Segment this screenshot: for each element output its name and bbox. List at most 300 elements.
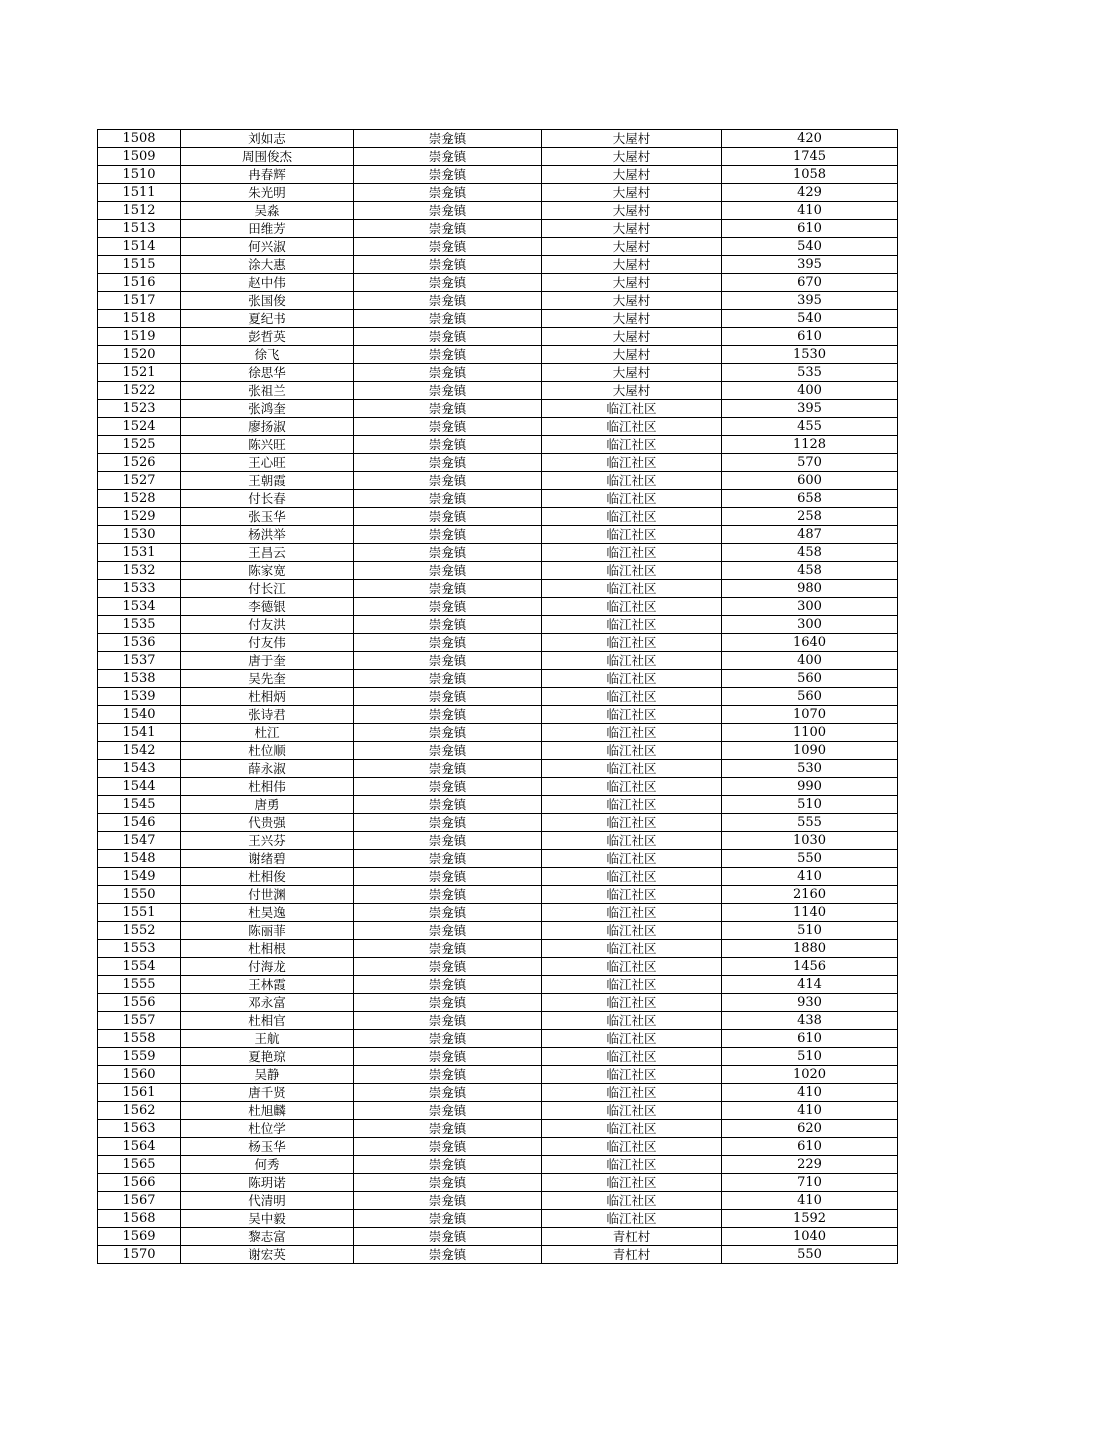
town-cell: 崇龛镇 — [354, 1174, 542, 1192]
town-cell: 崇龛镇 — [354, 364, 542, 382]
name-cell: 付长江 — [181, 580, 354, 598]
table-row — [98, 1120, 898, 1138]
village-cell: 临江社区 — [542, 742, 722, 760]
name-cell: 付友洪 — [181, 616, 354, 634]
table-row — [98, 310, 898, 328]
name-cell: 张祖兰 — [181, 382, 354, 400]
village-cell: 大屋村 — [542, 166, 722, 184]
amount-cell: 438 — [722, 1012, 898, 1030]
town-cell: 崇龛镇 — [354, 1138, 542, 1156]
table-row — [98, 292, 898, 310]
village-cell: 大屋村 — [542, 148, 722, 166]
row-number-cell: 1558 — [98, 1030, 181, 1048]
row-number-cell: 1543 — [98, 760, 181, 778]
village-cell: 临江社区 — [542, 868, 722, 886]
row-number-cell: 1554 — [98, 958, 181, 976]
row-number-cell: 1527 — [98, 472, 181, 490]
amount-cell: 1040 — [722, 1228, 898, 1246]
amount-cell: 1058 — [722, 166, 898, 184]
table-row — [98, 562, 898, 580]
name-cell: 陈丽菲 — [181, 922, 354, 940]
amount-cell: 570 — [722, 454, 898, 472]
village-cell: 临江社区 — [542, 616, 722, 634]
amount-cell: 410 — [722, 1102, 898, 1120]
table-row — [98, 184, 898, 202]
amount-cell: 1745 — [722, 148, 898, 166]
table-row — [98, 508, 898, 526]
name-cell: 杜相炳 — [181, 688, 354, 706]
row-number-cell: 1515 — [98, 256, 181, 274]
row-number-cell: 1557 — [98, 1012, 181, 1030]
village-cell: 临江社区 — [542, 922, 722, 940]
table-row — [98, 382, 898, 400]
name-cell: 赵中伟 — [181, 274, 354, 292]
amount-cell: 410 — [722, 868, 898, 886]
name-cell: 唐勇 — [181, 796, 354, 814]
row-number-cell: 1548 — [98, 850, 181, 868]
town-cell: 崇龛镇 — [354, 886, 542, 904]
name-cell: 夏纪书 — [181, 310, 354, 328]
town-cell: 崇龛镇 — [354, 1102, 542, 1120]
amount-cell: 540 — [722, 238, 898, 256]
village-cell: 临江社区 — [542, 832, 722, 850]
name-cell: 田维芳 — [181, 220, 354, 238]
village-cell: 临江社区 — [542, 1084, 722, 1102]
town-cell: 崇龛镇 — [354, 328, 542, 346]
town-cell: 崇龛镇 — [354, 1120, 542, 1138]
town-cell: 崇龛镇 — [354, 256, 542, 274]
town-cell: 崇龛镇 — [354, 1156, 542, 1174]
amount-cell: 1592 — [722, 1210, 898, 1228]
town-cell: 崇龛镇 — [354, 1192, 542, 1210]
town-cell: 崇龛镇 — [354, 310, 542, 328]
amount-cell: 258 — [722, 508, 898, 526]
village-cell: 大屋村 — [542, 130, 722, 148]
name-cell: 唐千贤 — [181, 1084, 354, 1102]
village-cell: 临江社区 — [542, 652, 722, 670]
amount-cell: 710 — [722, 1174, 898, 1192]
table-row — [98, 670, 898, 688]
row-number-cell: 1563 — [98, 1120, 181, 1138]
row-number-cell: 1534 — [98, 598, 181, 616]
row-number-cell: 1524 — [98, 418, 181, 436]
town-cell: 崇龛镇 — [354, 670, 542, 688]
amount-cell: 455 — [722, 418, 898, 436]
table-row — [98, 526, 898, 544]
row-number-cell: 1553 — [98, 940, 181, 958]
table-row — [98, 886, 898, 904]
amount-cell: 610 — [722, 220, 898, 238]
name-cell: 杜相伟 — [181, 778, 354, 796]
amount-cell: 395 — [722, 256, 898, 274]
amount-cell: 510 — [722, 922, 898, 940]
name-cell: 王朝霞 — [181, 472, 354, 490]
village-cell: 大屋村 — [542, 292, 722, 310]
town-cell: 崇龛镇 — [354, 1228, 542, 1246]
name-cell: 何兴淑 — [181, 238, 354, 256]
village-cell: 大屋村 — [542, 184, 722, 202]
row-number-cell: 1519 — [98, 328, 181, 346]
table-row — [98, 544, 898, 562]
town-cell: 崇龛镇 — [354, 616, 542, 634]
name-cell: 彭哲英 — [181, 328, 354, 346]
town-cell: 崇龛镇 — [354, 1246, 542, 1264]
village-cell: 临江社区 — [542, 544, 722, 562]
table-row — [98, 1102, 898, 1120]
amount-cell: 560 — [722, 670, 898, 688]
amount-cell: 458 — [722, 544, 898, 562]
table-row — [98, 634, 898, 652]
name-cell: 代清明 — [181, 1192, 354, 1210]
name-cell: 唐于奎 — [181, 652, 354, 670]
amount-cell: 229 — [722, 1156, 898, 1174]
town-cell: 崇龛镇 — [354, 742, 542, 760]
name-cell: 代贵强 — [181, 814, 354, 832]
village-cell: 临江社区 — [542, 976, 722, 994]
table-row — [98, 922, 898, 940]
town-cell: 崇龛镇 — [354, 868, 542, 886]
amount-cell: 410 — [722, 1192, 898, 1210]
name-cell: 杜昊逸 — [181, 904, 354, 922]
amount-cell: 300 — [722, 616, 898, 634]
name-cell: 陈兴旺 — [181, 436, 354, 454]
row-number-cell: 1529 — [98, 508, 181, 526]
row-number-cell: 1522 — [98, 382, 181, 400]
row-number-cell: 1528 — [98, 490, 181, 508]
amount-cell: 487 — [722, 526, 898, 544]
name-cell: 刘如志 — [181, 130, 354, 148]
village-cell: 大屋村 — [542, 220, 722, 238]
amount-cell: 600 — [722, 472, 898, 490]
row-number-cell: 1565 — [98, 1156, 181, 1174]
amount-cell: 555 — [722, 814, 898, 832]
amount-cell: 1020 — [722, 1066, 898, 1084]
table-row — [98, 364, 898, 382]
amount-cell: 610 — [722, 328, 898, 346]
village-cell: 临江社区 — [542, 508, 722, 526]
row-number-cell: 1532 — [98, 562, 181, 580]
town-cell: 崇龛镇 — [354, 652, 542, 670]
name-cell: 夏艳琼 — [181, 1048, 354, 1066]
town-cell: 崇龛镇 — [354, 994, 542, 1012]
row-number-cell: 1547 — [98, 832, 181, 850]
amount-cell: 535 — [722, 364, 898, 382]
amount-cell: 400 — [722, 652, 898, 670]
row-number-cell: 1538 — [98, 670, 181, 688]
amount-cell: 1030 — [722, 832, 898, 850]
amount-cell: 930 — [722, 994, 898, 1012]
name-cell: 涂大惠 — [181, 256, 354, 274]
table-body — [98, 130, 898, 1264]
name-cell: 李德银 — [181, 598, 354, 616]
row-number-cell: 1510 — [98, 166, 181, 184]
row-number-cell: 1540 — [98, 706, 181, 724]
village-cell: 临江社区 — [542, 634, 722, 652]
table-row — [98, 1228, 898, 1246]
row-number-cell: 1542 — [98, 742, 181, 760]
name-cell: 杜江 — [181, 724, 354, 742]
row-number-cell: 1511 — [98, 184, 181, 202]
town-cell: 崇龛镇 — [354, 1030, 542, 1048]
village-cell: 临江社区 — [542, 454, 722, 472]
row-number-cell: 1567 — [98, 1192, 181, 1210]
name-cell: 杜旭麟 — [181, 1102, 354, 1120]
town-cell: 崇龛镇 — [354, 706, 542, 724]
table-row — [98, 796, 898, 814]
amount-cell: 429 — [722, 184, 898, 202]
row-number-cell: 1516 — [98, 274, 181, 292]
village-cell: 临江社区 — [542, 1066, 722, 1084]
table-row — [98, 1174, 898, 1192]
town-cell: 崇龛镇 — [354, 274, 542, 292]
row-number-cell: 1541 — [98, 724, 181, 742]
row-number-cell: 1559 — [98, 1048, 181, 1066]
table-row — [98, 958, 898, 976]
table-row — [98, 130, 898, 148]
amount-cell: 410 — [722, 202, 898, 220]
row-number-cell: 1523 — [98, 400, 181, 418]
village-cell: 临江社区 — [542, 472, 722, 490]
amount-cell: 1070 — [722, 706, 898, 724]
amount-cell: 510 — [722, 796, 898, 814]
table-row — [98, 1012, 898, 1030]
row-number-cell: 1521 — [98, 364, 181, 382]
table-row — [98, 1156, 898, 1174]
village-cell: 临江社区 — [542, 958, 722, 976]
amount-cell: 1128 — [722, 436, 898, 454]
town-cell: 崇龛镇 — [354, 346, 542, 364]
row-number-cell: 1561 — [98, 1084, 181, 1102]
town-cell: 崇龛镇 — [354, 634, 542, 652]
town-cell: 崇龛镇 — [354, 238, 542, 256]
table-row — [98, 202, 898, 220]
village-cell: 临江社区 — [542, 940, 722, 958]
row-number-cell: 1525 — [98, 436, 181, 454]
name-cell: 杜相官 — [181, 1012, 354, 1030]
village-cell: 临江社区 — [542, 1156, 722, 1174]
row-number-cell: 1562 — [98, 1102, 181, 1120]
row-number-cell: 1551 — [98, 904, 181, 922]
table-row — [98, 742, 898, 760]
row-number-cell: 1560 — [98, 1066, 181, 1084]
name-cell: 王航 — [181, 1030, 354, 1048]
village-cell: 临江社区 — [542, 1030, 722, 1048]
row-number-cell: 1537 — [98, 652, 181, 670]
name-cell: 杜相俊 — [181, 868, 354, 886]
name-cell: 陈玥诺 — [181, 1174, 354, 1192]
amount-cell: 610 — [722, 1030, 898, 1048]
name-cell: 陈家宽 — [181, 562, 354, 580]
name-cell: 杜位学 — [181, 1120, 354, 1138]
amount-cell: 395 — [722, 400, 898, 418]
amount-cell: 620 — [722, 1120, 898, 1138]
table-row — [98, 814, 898, 832]
village-cell: 大屋村 — [542, 256, 722, 274]
row-number-cell: 1539 — [98, 688, 181, 706]
town-cell: 崇龛镇 — [354, 508, 542, 526]
table-row — [98, 724, 898, 742]
name-cell: 黎志富 — [181, 1228, 354, 1246]
table-row — [98, 436, 898, 454]
row-number-cell: 1544 — [98, 778, 181, 796]
amount-cell: 1640 — [722, 634, 898, 652]
row-number-cell: 1536 — [98, 634, 181, 652]
village-cell: 大屋村 — [542, 382, 722, 400]
amount-cell: 670 — [722, 274, 898, 292]
village-cell: 临江社区 — [542, 436, 722, 454]
table-row — [98, 472, 898, 490]
village-cell: 临江社区 — [542, 706, 722, 724]
amount-cell: 1880 — [722, 940, 898, 958]
row-number-cell: 1512 — [98, 202, 181, 220]
amount-cell: 1530 — [722, 346, 898, 364]
town-cell: 崇龛镇 — [354, 472, 542, 490]
village-cell: 临江社区 — [542, 760, 722, 778]
row-number-cell: 1517 — [98, 292, 181, 310]
table-row — [98, 328, 898, 346]
amount-cell: 2160 — [722, 886, 898, 904]
town-cell: 崇龛镇 — [354, 544, 542, 562]
name-cell: 付长春 — [181, 490, 354, 508]
village-cell: 临江社区 — [542, 526, 722, 544]
row-number-cell: 1550 — [98, 886, 181, 904]
name-cell: 王心旺 — [181, 454, 354, 472]
row-number-cell: 1552 — [98, 922, 181, 940]
table-row — [98, 760, 898, 778]
row-number-cell: 1526 — [98, 454, 181, 472]
row-number-cell: 1546 — [98, 814, 181, 832]
name-cell: 冉春辉 — [181, 166, 354, 184]
name-cell: 付海龙 — [181, 958, 354, 976]
table-row — [98, 976, 898, 994]
town-cell: 崇龛镇 — [354, 130, 542, 148]
town-cell: 崇龛镇 — [354, 778, 542, 796]
town-cell: 崇龛镇 — [354, 400, 542, 418]
amount-cell: 510 — [722, 1048, 898, 1066]
village-cell: 临江社区 — [542, 670, 722, 688]
village-cell: 临江社区 — [542, 562, 722, 580]
village-cell: 临江社区 — [542, 724, 722, 742]
row-number-cell: 1509 — [98, 148, 181, 166]
row-number-cell: 1569 — [98, 1228, 181, 1246]
village-cell: 临江社区 — [542, 850, 722, 868]
table-row — [98, 166, 898, 184]
village-cell: 大屋村 — [542, 364, 722, 382]
amount-cell: 560 — [722, 688, 898, 706]
table-row — [98, 652, 898, 670]
village-cell: 临江社区 — [542, 904, 722, 922]
village-cell: 大屋村 — [542, 310, 722, 328]
amount-cell: 410 — [722, 1084, 898, 1102]
village-cell: 临江社区 — [542, 814, 722, 832]
row-number-cell: 1508 — [98, 130, 181, 148]
name-cell: 吴静 — [181, 1066, 354, 1084]
data-table — [97, 129, 898, 1264]
amount-cell: 990 — [722, 778, 898, 796]
table-row — [98, 1246, 898, 1264]
town-cell: 崇龛镇 — [354, 940, 542, 958]
row-number-cell: 1514 — [98, 238, 181, 256]
name-cell: 朱光明 — [181, 184, 354, 202]
table-row — [98, 868, 898, 886]
table-row — [98, 994, 898, 1012]
town-cell: 崇龛镇 — [354, 922, 542, 940]
amount-cell: 540 — [722, 310, 898, 328]
town-cell: 崇龛镇 — [354, 598, 542, 616]
town-cell: 崇龛镇 — [354, 1012, 542, 1030]
table-row — [98, 832, 898, 850]
name-cell: 周围俊杰 — [181, 148, 354, 166]
town-cell: 崇龛镇 — [354, 832, 542, 850]
amount-cell: 550 — [722, 1246, 898, 1264]
town-cell: 崇龛镇 — [354, 958, 542, 976]
table-row — [98, 706, 898, 724]
village-cell: 临江社区 — [542, 886, 722, 904]
town-cell: 崇龛镇 — [354, 418, 542, 436]
village-cell: 临江社区 — [542, 796, 722, 814]
village-cell: 临江社区 — [542, 418, 722, 436]
table-row — [98, 688, 898, 706]
row-number-cell: 1570 — [98, 1246, 181, 1264]
table-row — [98, 400, 898, 418]
table-row — [98, 256, 898, 274]
row-number-cell: 1520 — [98, 346, 181, 364]
name-cell: 付世渊 — [181, 886, 354, 904]
village-cell: 临江社区 — [542, 580, 722, 598]
name-cell: 杜相根 — [181, 940, 354, 958]
row-number-cell: 1533 — [98, 580, 181, 598]
table-row — [98, 490, 898, 508]
table-row — [98, 238, 898, 256]
town-cell: 崇龛镇 — [354, 202, 542, 220]
name-cell: 吴中毅 — [181, 1210, 354, 1228]
name-cell: 王昌云 — [181, 544, 354, 562]
name-cell: 杨洪举 — [181, 526, 354, 544]
village-cell: 大屋村 — [542, 274, 722, 292]
amount-cell: 1456 — [722, 958, 898, 976]
row-number-cell: 1564 — [98, 1138, 181, 1156]
row-number-cell: 1549 — [98, 868, 181, 886]
amount-cell: 1100 — [722, 724, 898, 742]
table-row — [98, 1084, 898, 1102]
name-cell: 杜位顺 — [181, 742, 354, 760]
town-cell: 崇龛镇 — [354, 220, 542, 238]
row-number-cell: 1545 — [98, 796, 181, 814]
village-cell: 青杠村 — [542, 1228, 722, 1246]
town-cell: 崇龛镇 — [354, 562, 542, 580]
row-number-cell: 1513 — [98, 220, 181, 238]
data-table-container — [97, 129, 897, 1264]
row-number-cell: 1556 — [98, 994, 181, 1012]
amount-cell: 395 — [722, 292, 898, 310]
name-cell: 张鸿奎 — [181, 400, 354, 418]
name-cell: 王兴芬 — [181, 832, 354, 850]
town-cell: 崇龛镇 — [354, 850, 542, 868]
town-cell: 崇龛镇 — [354, 382, 542, 400]
table-row — [98, 940, 898, 958]
table-row — [98, 1066, 898, 1084]
village-cell: 临江社区 — [542, 688, 722, 706]
table-row — [98, 1210, 898, 1228]
name-cell: 张诗君 — [181, 706, 354, 724]
row-number-cell: 1566 — [98, 1174, 181, 1192]
village-cell: 临江社区 — [542, 1192, 722, 1210]
amount-cell: 610 — [722, 1138, 898, 1156]
row-number-cell: 1531 — [98, 544, 181, 562]
table-row — [98, 778, 898, 796]
town-cell: 崇龛镇 — [354, 148, 542, 166]
village-cell: 临江社区 — [542, 400, 722, 418]
